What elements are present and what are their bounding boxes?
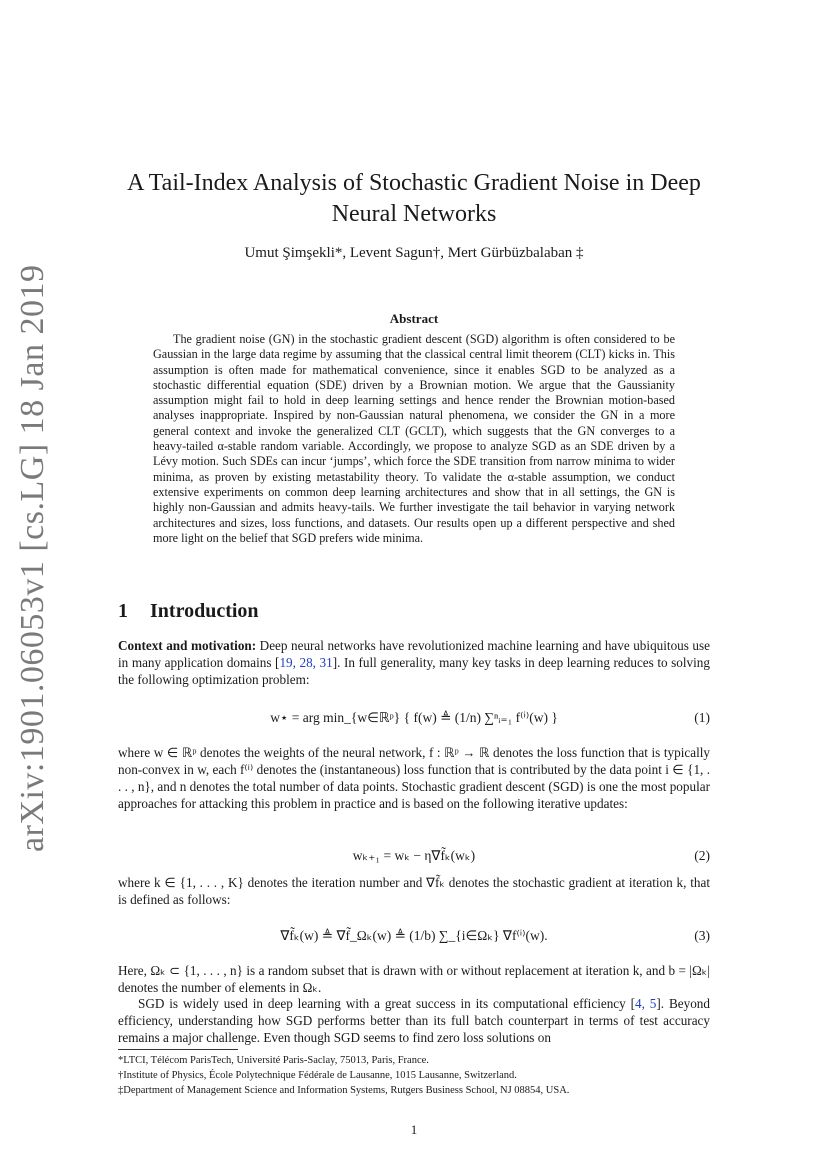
equation-1	[118, 704, 710, 734]
footnote-item: *LTCI, Télécom ParisTech, Université Paris-Saclay, 75013, Paris, France.	[118, 1055, 429, 1066]
equation-1-number: (1)	[694, 710, 710, 725]
context-text-b: ]. In full generality, many key tasks in deep learning reduces to solving the following optimization problem:	[118, 655, 710, 687]
section-title: Introduction	[150, 600, 259, 622]
context-paragraph	[118, 637, 710, 688]
page-number: 1	[410, 1122, 418, 1137]
paper-title: A Tail-Index Analysis of Stochastic Gradient Noise in Deep Neural Networks	[127, 170, 701, 227]
footnote-item: ‡Department of Management Science and Information Systems, Rutgers Business School, NJ 08854, USA.	[118, 1085, 570, 1096]
where-paragraph-1: where w ∈ ℝᵖ denotes the weights of the neural network, f : ℝᵖ → ℝ denotes the loss function that is typically non-convex in w, each f⁽ⁱ⁾ denotes the (instantaneous) loss function that is contributed by the data point i ∈ {1, . . . , n}, and n denotes the total number of data points. Stochastic gradient descent (SGD) is one the most popular approaches for attacking this problem in practice and is based on the following iterative updates:	[118, 745, 710, 811]
section-number: 1	[118, 600, 128, 622]
abstract-heading: Abstract	[389, 311, 439, 326]
citation-link[interactable]: 19, 28, 31	[279, 655, 333, 670]
footnotes	[118, 1053, 718, 1098]
sgd-paragraph	[118, 995, 710, 1046]
equation-3	[118, 922, 710, 952]
equation-2-body: wₖ₊₁ = wₖ − η∇f̃ₖ(wₖ)	[352, 848, 476, 863]
context-text-a: Deep neural networks have revolutionized machine learning and have ubiquitous use in many application domains [	[118, 638, 710, 670]
section-heading	[118, 600, 259, 623]
where-paragraph-2: where k ∈ {1, . . . , K} denotes the iteration number and ∇f̃ₖ denotes the stochastic gradient at iteration k, that is defined as follows:	[118, 875, 710, 907]
arxiv-identifier-stamp: arXiv:1901.06053v1 [cs.LG] 18 Jan 2019	[14, 264, 51, 852]
equation-1-body: w⋆ = arg min_{w∈ℝᵖ} { f(w) ≜ (1/n) ∑ⁿᵢ₌₁ f⁽ⁱ⁾(w) }	[270, 710, 558, 725]
sgd-text-a: SGD is widely used in deep learning with a great success in its computational efficiency [	[138, 996, 636, 1011]
equation-2-number: (2)	[694, 848, 710, 863]
footnote-item: †Institute of Physics, École Polytechnique Fédérale de Lausanne, 1015 Lausanne, Switzerland.	[118, 1070, 517, 1081]
equation-3-number: (3)	[694, 928, 710, 943]
here-paragraph: Here, Ωₖ ⊂ {1, . . . , n} is a random subset that is drawn with or without replacement at iteration k, and b = |Ωₖ| denotes the number of elements in Ωₖ.	[118, 963, 710, 995]
context-label: Context and motivation:	[118, 638, 257, 653]
equation-3-body: ∇f̃ₖ(w) ≜ ∇f̃_Ωₖ(w) ≜ (1/b) ∑_{i∈Ωₖ} ∇f⁽ⁱ⁾(w).	[280, 928, 548, 943]
sgd-text-b: ]. Beyond efficiency, understanding how SGD performs better than its full batch counterpart in terms of test accuracy remains a major challenge. Even though SGD seems to find zero loss solutions on	[118, 996, 710, 1045]
author-list: Umut Şimşekli*, Levent Sagun†, Mert Gürbüzbalaban ‡	[244, 245, 584, 261]
equation-2	[118, 842, 710, 862]
footnote-divider	[118, 1049, 238, 1050]
citation-link[interactable]: 4, 5	[635, 996, 657, 1011]
abstract-text: The gradient noise (GN) in the stochastic gradient descent (SGD) algorithm is often considered to be Gaussian in the large data regime by assuming that the classical central limit theorem (CLT) kicks in. This assumption is often made for mathematical convenience, since it enables SGD to be analyzed as a stochastic differential equation (SDE) driven by a Brownian motion. We argue that the Gaussianity assumption might fail to hold in deep learning settings and hence render the Brownian motion-based analyses inappropriate. Inspired by non-Gaussian natural phenomena, we consider the GN in a more general context and invoke the generalized CLT (GCLT), which suggests that the GN converges to a heavy-tailed α-stable random variable. Accordingly, we propose to analyze SGD as an SDE driven by a Lévy motion. Such SDEs can incur ‘jumps’, which force the SDE transition from narrow minima to wider minima, as proven by existing metastability theory. To validate the α-stable assumption, we conduct extensive experiments on common deep learning architectures and show that in all settings, the GN is highly non-Gaussian and admits heavy-tails. We further investigate the tail behavior in varying network architectures and sizes, loss functions, and datasets. Our results open up a different perspective and shed more light on the belief that SGD prefers wide minima.	[153, 332, 675, 545]
